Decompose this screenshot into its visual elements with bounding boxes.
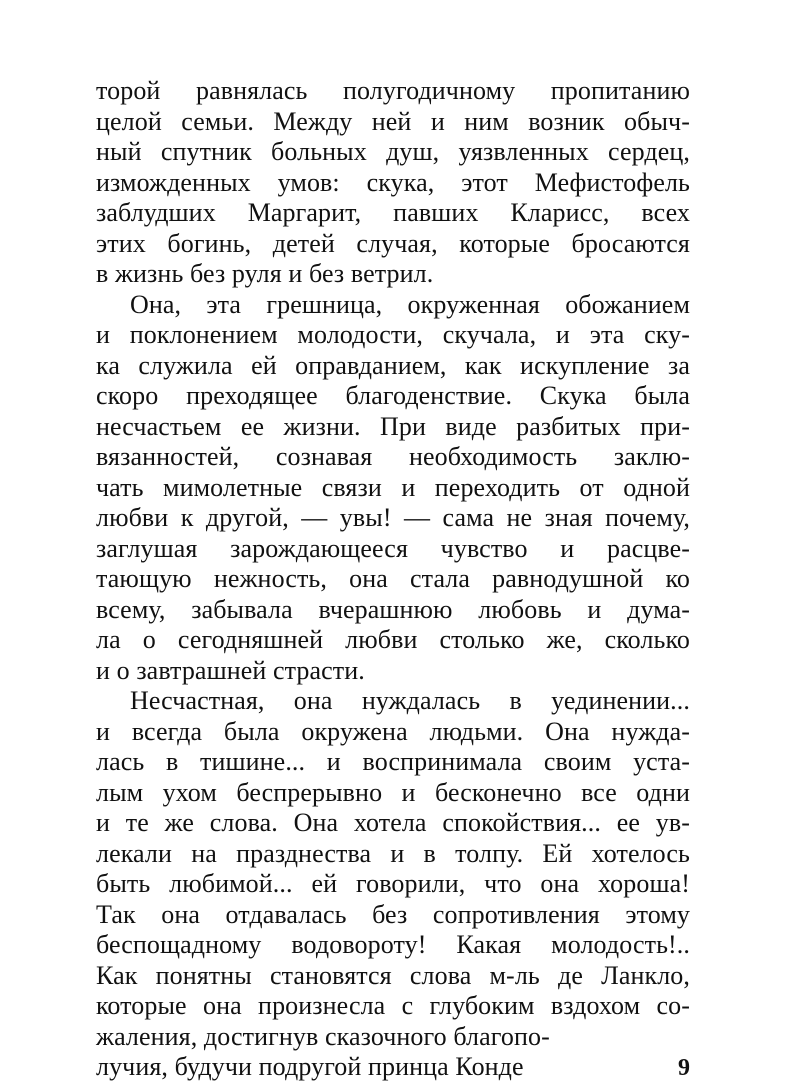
text-line: любви к другой, — увы! — сама не зная почему, [96, 503, 690, 532]
text-line: ный спутник больных душ, уязвленных сердец, [96, 137, 690, 166]
text-line: лым ухом беспрерывно и бесконечно все одни [96, 777, 690, 807]
text-line: лекали на празднества и в толпу. Ей хотелось [96, 838, 690, 868]
text-line: ка служила ей оправданием, как искупление за [96, 350, 690, 380]
text-line: в жизнь без руля и без ветрил. [96, 259, 434, 288]
text-line: Как понятны становятся слова м-ль де Ланкло, [96, 960, 690, 990]
text-line: лась в тишине... и воспринимала своим уста- [96, 747, 690, 776]
text-line: целой семьи. Между ней и ним возник обыч- [96, 106, 690, 136]
text-line: заглушая зарождающееся чувство и расцве- [96, 533, 690, 563]
book-page [96, 76, 690, 1083]
text-line: чать мимолетные связи и переходить от одной [96, 472, 690, 502]
text-line: ла о сегодняшней любви столько же, сколько [96, 625, 690, 654]
text-line: Несчастная, она нуждалась в уединении... [130, 686, 690, 715]
text-line: несчастьем ее жизни. При виде разбитых при- [96, 411, 690, 441]
text-line: и поклонением молодости, скучала, и эта ску- [96, 320, 690, 349]
text-line: беспощадному водовороту! Какая молодость!.. [96, 930, 690, 959]
text-line: Так она отдавалась без сопротивления этому [96, 899, 690, 929]
text-line: этих богинь, детей случая, которые бросаются [96, 228, 690, 258]
page-number: 9 [678, 1055, 690, 1081]
text-line: Она, эта грешница, окруженная обожанием [130, 289, 690, 319]
text-line: быть любимой... ей говорили, что она хороша! [96, 869, 690, 898]
text-line: тающую нежность, она стала равнодушной ко [96, 564, 690, 593]
text-line: заблудших Маргарит, павших Кларисс, всех [96, 198, 690, 227]
text-line: которые она произнесла с глубоким вздохом со- [96, 991, 690, 1020]
text-line: всему, забывала вчерашнюю любовь и дума- [96, 594, 690, 624]
paragraph-2 [96, 290, 690, 687]
text-line: торой равнялась полугодичному пропитанию [96, 76, 690, 105]
text-line: скоро преходящее благоденствие. Скука была [96, 381, 690, 410]
text-line: вязанностей, сознавая необходимость заклю- [96, 442, 690, 471]
text-line: и всегда была окружена людьми. Она нужда- [96, 716, 690, 746]
text-line: жаления, достигнув сказочного благопо- [96, 1021, 550, 1051]
paragraph-1 [96, 76, 690, 290]
text-line: и те же слова. Она хотела спокойствия... ее ув- [96, 808, 690, 837]
paragraph-3 [96, 686, 690, 1052]
last-text-line: лучия, будучи подругой принца Конде [96, 1052, 524, 1081]
text-line: и о завтрашней страсти. [96, 655, 365, 685]
text-line: изможденных умов: скука, этот Мефистофель [96, 167, 690, 197]
page-footer [96, 1052, 690, 1083]
